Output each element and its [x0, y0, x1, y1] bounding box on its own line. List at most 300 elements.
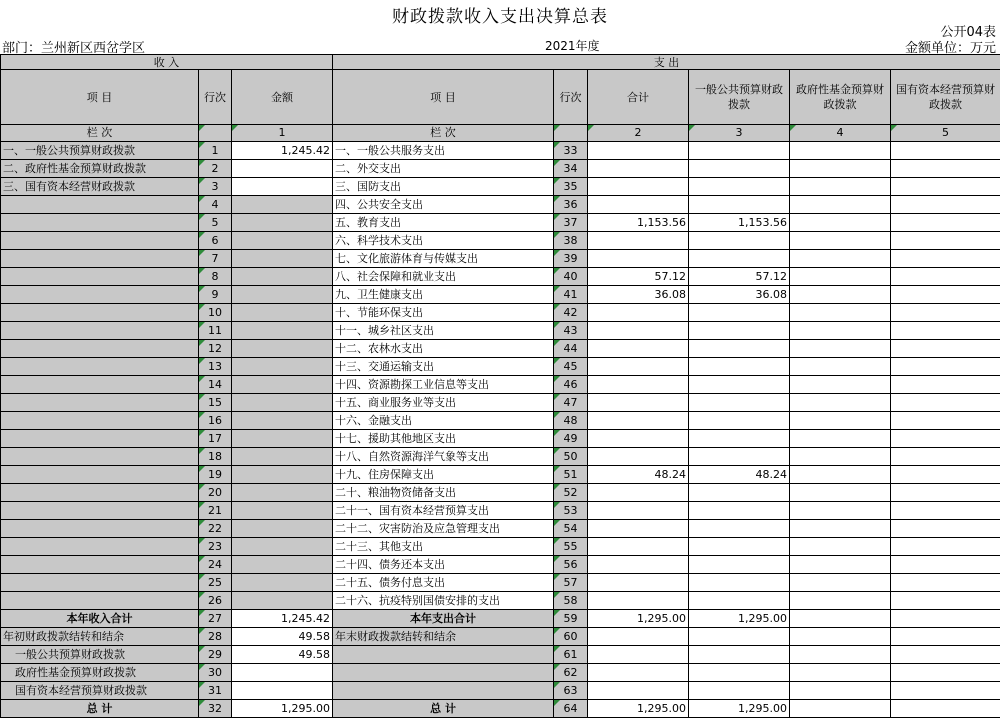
expense-line-no: 57 — [554, 574, 588, 592]
expense-gov-fund — [790, 286, 891, 304]
table-row — [1, 322, 1000, 340]
expense-line-no: 49 — [554, 430, 588, 448]
grand-income-total-amount: 1,295.00 — [232, 700, 333, 718]
grand-expense-total-line: 64 — [554, 700, 588, 718]
income-line-no: 7 — [199, 250, 232, 268]
income-amount — [232, 268, 333, 286]
income-line-no: 23 — [199, 538, 232, 556]
expense-item: 二十五、债务付息支出 — [333, 574, 554, 592]
expense-item: 十六、金融支出 — [333, 412, 554, 430]
general-budget-header: 一般公共预算财政拨款 — [689, 70, 790, 125]
carry-expense-gov-fund — [790, 646, 891, 664]
expense-line-no: 48 — [554, 412, 588, 430]
income-line-no: 1 — [199, 142, 232, 160]
table-row — [1, 502, 1000, 520]
expense-line-no: 33 — [554, 142, 588, 160]
report-title: 财政拨款收入支出决算总表 — [392, 7, 608, 27]
expense-general — [689, 394, 790, 412]
table-row — [1, 592, 1000, 610]
year-income-total-label: 本年收入合计 — [1, 610, 199, 628]
expense-gov-fund — [790, 592, 891, 610]
expense-total — [588, 430, 689, 448]
expense-gov-fund — [790, 502, 891, 520]
carry-expense-line: 60 — [554, 628, 588, 646]
income-line-no: 17 — [199, 430, 232, 448]
column-index-2: 2 — [588, 125, 689, 142]
year-total-row — [1, 610, 1000, 628]
expense-total — [588, 520, 689, 538]
expense-gov-fund — [790, 322, 891, 340]
income-item — [1, 322, 199, 340]
income-item — [1, 574, 199, 592]
carry-expense-state-capital — [891, 628, 1000, 646]
expense-state-capital — [891, 358, 1000, 376]
income-amount — [232, 430, 333, 448]
expense-general: 1,153.56 — [689, 214, 790, 232]
expense-state-capital — [891, 340, 1000, 358]
income-line-no: 10 — [199, 304, 232, 322]
carry-expense-general — [689, 682, 790, 700]
income-amount — [232, 322, 333, 340]
expense-item: 十一、城乡社区支出 — [333, 322, 554, 340]
gov-fund-header: 政府性基金预算财政拨款 — [790, 70, 891, 125]
expense-total — [588, 250, 689, 268]
expense-general — [689, 160, 790, 178]
carry-row — [1, 646, 1000, 664]
expense-gov-fund — [790, 358, 891, 376]
carry-expense-gov-fund — [790, 682, 891, 700]
expense-general: 57.12 — [689, 268, 790, 286]
carry-income-line: 31 — [199, 682, 232, 700]
expense-state-capital — [891, 250, 1000, 268]
expense-state-capital — [891, 484, 1000, 502]
carry-expense-total — [588, 646, 689, 664]
income-line-no: 13 — [199, 358, 232, 376]
year-expense-state-capital — [891, 610, 1000, 628]
year-expense-general: 1,295.00 — [689, 610, 790, 628]
income-amount — [232, 358, 333, 376]
expense-item: 二十一、国有资本经营预算支出 — [333, 502, 554, 520]
income-line-no: 5 — [199, 214, 232, 232]
expense-gov-fund — [790, 394, 891, 412]
income-item — [1, 592, 199, 610]
table-row — [1, 340, 1000, 358]
grand-total-row — [1, 700, 1000, 718]
expense-total: 48.24 — [588, 466, 689, 484]
income-amount — [232, 286, 333, 304]
carry-expense-general — [689, 628, 790, 646]
carry-expense-line: 61 — [554, 646, 588, 664]
carry-expense-line: 62 — [554, 664, 588, 682]
income-amount — [232, 214, 333, 232]
income-line-no: 14 — [199, 376, 232, 394]
table-row — [1, 250, 1000, 268]
income-item: 三、国有资本经营财政拨款 — [1, 178, 199, 196]
carry-expense-line: 63 — [554, 682, 588, 700]
table-row — [1, 214, 1000, 232]
expense-item: 一、一般公共服务支出 — [333, 142, 554, 160]
income-amount — [232, 412, 333, 430]
expense-item: 七、文化旅游体育与传媒支出 — [333, 250, 554, 268]
carry-row — [1, 628, 1000, 646]
income-item — [1, 268, 199, 286]
income-line-no: 9 — [199, 286, 232, 304]
income-amount — [232, 232, 333, 250]
income-line-no: 18 — [199, 448, 232, 466]
income-line-no: 8 — [199, 268, 232, 286]
column-index-5: 5 — [891, 125, 1000, 142]
carry-expense-general — [689, 646, 790, 664]
year-expense-total-line: 59 — [554, 610, 588, 628]
income-amount — [232, 376, 333, 394]
expense-total: 57.12 — [588, 268, 689, 286]
expense-line-no: 39 — [554, 250, 588, 268]
year-expense-gov-fund — [790, 610, 891, 628]
grand-income-total-line: 32 — [199, 700, 232, 718]
income-line-no: 25 — [199, 574, 232, 592]
grand-expense-total: 1,295.00 — [588, 700, 689, 718]
expense-general — [689, 178, 790, 196]
expense-total — [588, 394, 689, 412]
grand-income-total-label: 总 计 — [1, 700, 199, 718]
carry-income-item: 一般公共预算财政拨款 — [1, 646, 199, 664]
carry-income-item: 年初财政拨款结转和结余 — [1, 628, 199, 646]
column-index-1: 1 — [232, 125, 333, 142]
income-item — [1, 196, 199, 214]
income-amount — [232, 178, 333, 196]
expense-item: 十四、资源勘探工业信息等支出 — [333, 376, 554, 394]
expense-line-no: 58 — [554, 592, 588, 610]
expense-total — [588, 196, 689, 214]
table-row — [1, 538, 1000, 556]
expense-total — [588, 142, 689, 160]
expense-gov-fund — [790, 196, 891, 214]
income-line-no: 20 — [199, 484, 232, 502]
expense-general — [689, 142, 790, 160]
expense-gov-fund — [790, 160, 891, 178]
expense-item: 八、社会保障和就业支出 — [333, 268, 554, 286]
income-item — [1, 556, 199, 574]
expense-item: 二十、粮油物资储备支出 — [333, 484, 554, 502]
expense-line-no: 34 — [554, 160, 588, 178]
expense-state-capital — [891, 322, 1000, 340]
income-item: 一、一般公共预算财政拨款 — [1, 142, 199, 160]
income-amount-header: 金额 — [232, 70, 333, 125]
table-row — [1, 232, 1000, 250]
expense-line-no: 41 — [554, 286, 588, 304]
expense-general — [689, 484, 790, 502]
expense-line-no: 37 — [554, 214, 588, 232]
income-item — [1, 340, 199, 358]
expense-state-capital — [891, 448, 1000, 466]
amount-unit: 金额单位：万元 — [904, 41, 996, 56]
expense-gov-fund — [790, 520, 891, 538]
table-row — [1, 484, 1000, 502]
expense-total — [588, 304, 689, 322]
income-line-no: 2 — [199, 160, 232, 178]
expense-item: 五、教育支出 — [333, 214, 554, 232]
table-row — [1, 448, 1000, 466]
expense-line-no: 55 — [554, 538, 588, 556]
expense-line-no: 56 — [554, 556, 588, 574]
income-item — [1, 448, 199, 466]
income-item — [1, 538, 199, 556]
expense-gov-fund — [790, 538, 891, 556]
expense-line-header: 行次 — [554, 70, 588, 125]
expense-state-capital — [891, 466, 1000, 484]
income-amount — [232, 502, 333, 520]
expense-general — [689, 304, 790, 322]
expense-general: 48.24 — [689, 466, 790, 484]
income-amount — [232, 466, 333, 484]
income-amount — [232, 304, 333, 322]
expense-state-capital — [891, 376, 1000, 394]
expense-total — [588, 556, 689, 574]
expense-general — [689, 250, 790, 268]
expense-item: 二、外交支出 — [333, 160, 554, 178]
income-item — [1, 214, 199, 232]
carry-income-amount — [232, 664, 333, 682]
income-item — [1, 376, 199, 394]
expense-total — [588, 322, 689, 340]
income-amount — [232, 340, 333, 358]
expense-header: 支 出 — [333, 55, 1000, 70]
income-amount — [232, 448, 333, 466]
expense-general — [689, 358, 790, 376]
expense-gov-fund — [790, 340, 891, 358]
expense-general — [689, 430, 790, 448]
carry-income-line: 28 — [199, 628, 232, 646]
expense-line-no: 38 — [554, 232, 588, 250]
carry-expense-total — [588, 664, 689, 682]
table-row — [1, 520, 1000, 538]
income-amount — [232, 394, 333, 412]
column-label: 栏 次 — [1, 125, 199, 142]
expense-line-no: 45 — [554, 358, 588, 376]
carry-income-line: 29 — [199, 646, 232, 664]
expense-general — [689, 376, 790, 394]
expense-item: 十、节能环保支出 — [333, 304, 554, 322]
expense-general — [689, 448, 790, 466]
income-line-no: 6 — [199, 232, 232, 250]
table-row — [1, 160, 1000, 178]
expense-item: 二十四、债务还本支出 — [333, 556, 554, 574]
carry-income-line: 30 — [199, 664, 232, 682]
table-row — [1, 268, 1000, 286]
table-row — [1, 466, 1000, 484]
expense-state-capital — [891, 538, 1000, 556]
carry-expense-item — [333, 682, 554, 700]
expense-line-no: 36 — [554, 196, 588, 214]
income-item — [1, 394, 199, 412]
form-number: 公开04表 — [940, 25, 996, 40]
expense-state-capital — [891, 214, 1000, 232]
expense-total — [588, 592, 689, 610]
expense-gov-fund — [790, 142, 891, 160]
expense-line-no: 43 — [554, 322, 588, 340]
column-index-4: 4 — [790, 125, 891, 142]
expense-gov-fund — [790, 214, 891, 232]
carry-income-amount: 49.58 — [232, 628, 333, 646]
year-income-total-line: 27 — [199, 610, 232, 628]
expense-line-no: 40 — [554, 268, 588, 286]
expense-item: 十九、住房保障支出 — [333, 466, 554, 484]
income-amount — [232, 538, 333, 556]
income-amount — [232, 574, 333, 592]
income-amount — [232, 520, 333, 538]
income-item-header: 项 目 — [1, 70, 199, 125]
expense-state-capital — [891, 142, 1000, 160]
table-row — [1, 394, 1000, 412]
expense-gov-fund — [790, 574, 891, 592]
year-expense-total: 1,295.00 — [588, 610, 689, 628]
expense-line-no: 35 — [554, 178, 588, 196]
income-line-no: 15 — [199, 394, 232, 412]
expense-state-capital — [891, 502, 1000, 520]
expense-gov-fund — [790, 466, 891, 484]
expense-item: 四、公共安全支出 — [333, 196, 554, 214]
expense-state-capital — [891, 592, 1000, 610]
expense-gov-fund — [790, 556, 891, 574]
expense-item: 二十六、抗疫特别国债安排的支出 — [333, 592, 554, 610]
table-row — [1, 196, 1000, 214]
income-item: 二、政府性基金预算财政拨款 — [1, 160, 199, 178]
expense-total — [588, 484, 689, 502]
expense-line-no: 51 — [554, 466, 588, 484]
carry-expense-gov-fund — [790, 628, 891, 646]
expense-state-capital — [891, 520, 1000, 538]
expense-total: 36.08 — [588, 286, 689, 304]
table-row — [1, 556, 1000, 574]
carry-income-amount: 49.58 — [232, 646, 333, 664]
expense-state-capital — [891, 304, 1000, 322]
expense-general — [689, 592, 790, 610]
expense-state-capital — [891, 430, 1000, 448]
expense-general — [689, 556, 790, 574]
expense-line-no: 52 — [554, 484, 588, 502]
expense-item: 十二、农林水支出 — [333, 340, 554, 358]
income-amount — [232, 160, 333, 178]
carry-expense-state-capital — [891, 664, 1000, 682]
table-row — [1, 376, 1000, 394]
income-item — [1, 484, 199, 502]
grand-expense-total-label: 总 计 — [333, 700, 554, 718]
table-row — [1, 574, 1000, 592]
expense-total — [588, 232, 689, 250]
expense-total — [588, 376, 689, 394]
column-label: 栏 次 — [333, 125, 554, 142]
expense-line-no: 42 — [554, 304, 588, 322]
column-index-cell — [199, 125, 232, 142]
expense-total — [588, 448, 689, 466]
carry-income-amount — [232, 682, 333, 700]
income-item — [1, 286, 199, 304]
table-row — [1, 178, 1000, 196]
expense-item: 二十二、灾害防治及应急管理支出 — [333, 520, 554, 538]
expense-item-header: 项 目 — [333, 70, 554, 125]
income-line-no: 3 — [199, 178, 232, 196]
expense-gov-fund — [790, 250, 891, 268]
expense-state-capital — [891, 556, 1000, 574]
fiscal-year: 2021年度 — [545, 39, 600, 53]
income-line-no: 11 — [199, 322, 232, 340]
year-income-total-amount: 1,245.42 — [232, 610, 333, 628]
income-line-no: 26 — [199, 592, 232, 610]
expense-total — [588, 538, 689, 556]
budget-table — [0, 54, 1000, 718]
income-item — [1, 232, 199, 250]
expense-line-no: 44 — [554, 340, 588, 358]
income-line-no: 16 — [199, 412, 232, 430]
expense-state-capital — [891, 178, 1000, 196]
expense-general — [689, 196, 790, 214]
expense-item: 六、科学技术支出 — [333, 232, 554, 250]
state-capital-header: 国有资本经营预算财政拨款 — [891, 70, 1000, 125]
expense-state-capital — [891, 394, 1000, 412]
income-item — [1, 250, 199, 268]
income-line-no: 22 — [199, 520, 232, 538]
expense-gov-fund — [790, 178, 891, 196]
table-row — [1, 358, 1000, 376]
grand-expense-state-capital — [891, 700, 1000, 718]
grand-expense-general: 1,295.00 — [689, 700, 790, 718]
expense-total — [588, 502, 689, 520]
expense-item: 三、国防支出 — [333, 178, 554, 196]
expense-gov-fund — [790, 232, 891, 250]
income-amount — [232, 592, 333, 610]
income-item — [1, 466, 199, 484]
expense-general — [689, 520, 790, 538]
expense-general — [689, 232, 790, 250]
expense-total — [588, 340, 689, 358]
income-line-no: 4 — [199, 196, 232, 214]
expense-total — [588, 160, 689, 178]
expense-gov-fund — [790, 448, 891, 466]
income-header: 收 入 — [1, 55, 333, 70]
expense-total — [588, 358, 689, 376]
expense-line-no: 54 — [554, 520, 588, 538]
expense-general — [689, 322, 790, 340]
expense-general — [689, 538, 790, 556]
expense-gov-fund — [790, 376, 891, 394]
expense-general — [689, 412, 790, 430]
carry-expense-item: 年末财政拨款结转和结余 — [333, 628, 554, 646]
expense-line-no: 46 — [554, 376, 588, 394]
table-row — [1, 304, 1000, 322]
expense-total — [588, 178, 689, 196]
income-item — [1, 520, 199, 538]
income-item — [1, 304, 199, 322]
table-row — [1, 286, 1000, 304]
expense-general — [689, 340, 790, 358]
expense-line-no: 50 — [554, 448, 588, 466]
carry-expense-total — [588, 628, 689, 646]
year-expense-total-label: 本年支出合计 — [333, 610, 554, 628]
income-line-no: 24 — [199, 556, 232, 574]
carry-expense-state-capital — [891, 646, 1000, 664]
expense-item: 二十三、其他支出 — [333, 538, 554, 556]
carry-income-item: 国有资本经营预算财政拨款 — [1, 682, 199, 700]
expense-state-capital — [891, 574, 1000, 592]
expense-item: 十八、自然资源海洋气象等支出 — [333, 448, 554, 466]
carry-expense-state-capital — [891, 682, 1000, 700]
expense-line-no: 53 — [554, 502, 588, 520]
expense-gov-fund — [790, 484, 891, 502]
carry-row — [1, 664, 1000, 682]
carry-expense-item — [333, 664, 554, 682]
grand-expense-gov-fund — [790, 700, 891, 718]
table-row — [1, 430, 1000, 448]
